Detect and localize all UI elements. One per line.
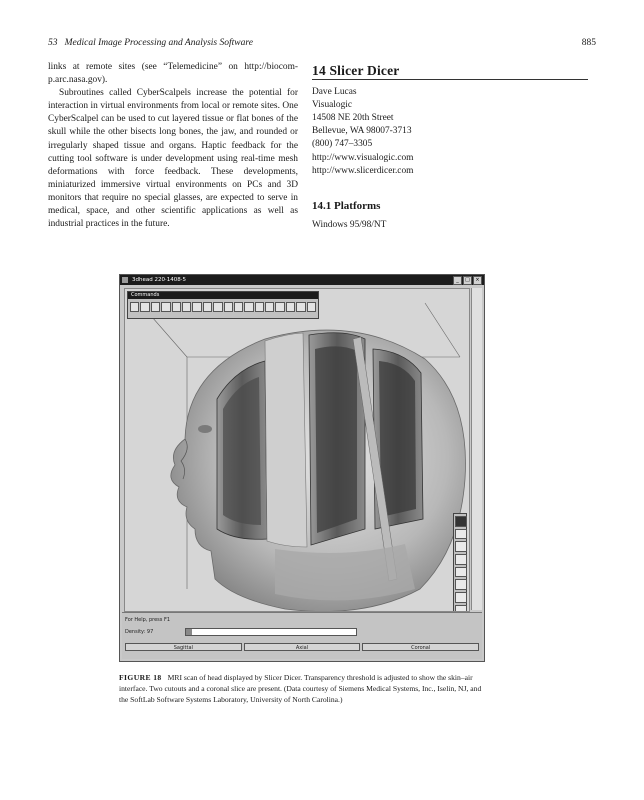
palette-tool-icon[interactable] bbox=[455, 567, 467, 578]
contact-phone: (800) 747–3305 bbox=[312, 139, 373, 150]
figure-slicer-dicer-screenshot bbox=[119, 274, 485, 662]
palette-tool-icon[interactable] bbox=[455, 516, 467, 527]
commands-icon-row bbox=[128, 299, 318, 315]
tool-icon[interactable] bbox=[255, 302, 264, 312]
tool-icon[interactable] bbox=[275, 302, 284, 312]
tool-icon[interactable] bbox=[130, 302, 139, 312]
contact-name: Dave Lucas bbox=[312, 87, 357, 98]
tool-icon[interactable] bbox=[172, 302, 181, 312]
mri-head-illustration bbox=[125, 289, 469, 611]
vertical-scrollbar[interactable] bbox=[471, 288, 482, 610]
palette-tool-icon[interactable] bbox=[455, 554, 467, 565]
view-tabs bbox=[125, 643, 479, 651]
figure-caption bbox=[119, 672, 487, 706]
minimize-icon: _ bbox=[453, 276, 462, 285]
mri-head-render bbox=[124, 288, 470, 612]
tool-palette bbox=[453, 513, 467, 612]
tool-icon[interactable] bbox=[182, 302, 191, 312]
slider-thumb[interactable] bbox=[186, 629, 192, 635]
figure-window-title: 3dhead 220·1408·5 bbox=[132, 277, 186, 283]
paragraph-telemedicine: links at remote sites (see “Telemedicine” on http://biocom-p.arc.nasa.gov). bbox=[48, 62, 298, 86]
palette-tool-icon[interactable] bbox=[455, 579, 467, 590]
page-number: 885 bbox=[581, 38, 596, 48]
maximize-icon: □ bbox=[463, 276, 472, 285]
contact-city: Bellevue, WA 98007-3713 bbox=[312, 126, 412, 137]
tool-icon[interactable] bbox=[192, 302, 201, 312]
palette-tool-icon[interactable] bbox=[455, 541, 467, 552]
figure-window-titlebar bbox=[120, 275, 484, 285]
chapter-number: 53 bbox=[48, 38, 58, 48]
tool-icon[interactable] bbox=[213, 302, 222, 312]
density-slider[interactable] bbox=[185, 628, 357, 636]
palette-tool-icon[interactable] bbox=[455, 605, 467, 612]
tool-icon[interactable] bbox=[161, 302, 170, 312]
right-column bbox=[312, 61, 588, 232]
close-icon: × bbox=[473, 276, 482, 285]
contact-company: Visualogic bbox=[312, 100, 353, 111]
tab-sagittal[interactable]: Sagittal bbox=[125, 643, 242, 651]
status-hint: For Help, press F1 bbox=[125, 617, 171, 623]
density-label: Density: 97 bbox=[125, 629, 154, 635]
tool-icon[interactable] bbox=[296, 302, 305, 312]
tool-icon[interactable] bbox=[286, 302, 295, 312]
app-icon bbox=[122, 277, 128, 283]
tab-coronal[interactable]: Coronal bbox=[362, 643, 479, 651]
tool-icon[interactable] bbox=[265, 302, 274, 312]
contact-block bbox=[312, 86, 588, 178]
running-head bbox=[48, 38, 596, 52]
tool-icon[interactable] bbox=[224, 302, 233, 312]
tool-icon[interactable] bbox=[244, 302, 253, 312]
subsection-title: 14.1 Platforms bbox=[312, 199, 381, 212]
paragraph-cyberscalpels: Subroutines called CyberScalpels increase the potential for interaction in virtual environments from local or remote sites. One CyberScalpel can be used to cut layered tissue or flat bones of the skull while the other bisects long bones, the jaw, and rounded or irregularly shaped tissue and organs. Haptic feedback for the cutting tool software is under development using real-time mesh deformations with force feedback. These developments, miniaturized immersive virtual environments on PCs and 3D monitors that require no special glasses, are expected to serve in medical, space, and other scientific applications as well as industrial practices in the future. bbox=[48, 88, 298, 230]
palette-tool-icon[interactable] bbox=[455, 592, 467, 603]
tool-icon[interactable] bbox=[151, 302, 160, 312]
tool-icon[interactable] bbox=[307, 302, 316, 312]
section-title: 14 Slicer Dicer bbox=[312, 61, 588, 80]
left-column bbox=[48, 61, 298, 231]
commands-toolbar bbox=[127, 291, 319, 319]
figure-status-area bbox=[122, 612, 482, 659]
window-controls bbox=[453, 276, 482, 285]
figure-label: FIGURE 18 bbox=[119, 673, 162, 682]
chapter-title: Medical Image Processing and Analysis Software bbox=[64, 38, 253, 48]
tab-axial[interactable]: Axial bbox=[244, 643, 361, 651]
tool-icon[interactable] bbox=[234, 302, 243, 312]
contact-url-slicerdicer[interactable]: http://www.slicerdicer.com bbox=[312, 165, 414, 176]
tool-icon[interactable] bbox=[203, 302, 212, 312]
palette-tool-icon[interactable] bbox=[455, 529, 467, 540]
commands-title: Commands bbox=[128, 292, 318, 299]
tool-icon[interactable] bbox=[140, 302, 149, 312]
platforms-text: Windows 95/98/NT bbox=[312, 219, 387, 230]
contact-street: 14508 NE 20th Street bbox=[312, 113, 394, 124]
caption-text: MRI scan of head displayed by Slicer Dicer. Transparency threshold is adjusted to show the skin–air interface. Two cutouts and a coronal slice are present. (Data courtesy of Siemens Medical Systems, Inc., Iselin, NJ, and the SoftLab Software Systems Laboratory, University of North Carolina.) bbox=[119, 673, 482, 705]
contact-url-visualogic[interactable]: http://www.visualogic.com bbox=[312, 152, 414, 163]
